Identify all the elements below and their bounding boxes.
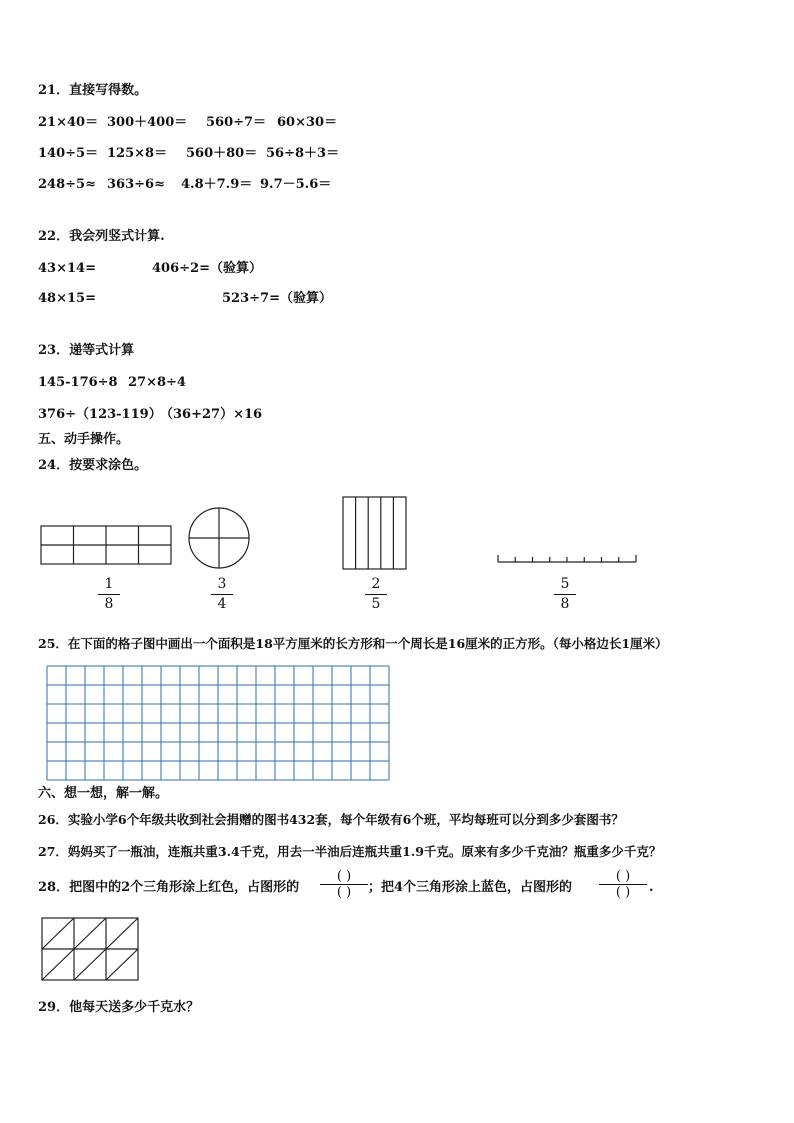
q23-item-1: 145-176÷8 [38, 375, 118, 390]
rectangle-eighths-figure[interactable] [41, 526, 171, 564]
fraction-label-2 [210, 577, 234, 612]
q21-r2-c1: 140÷5＝ [38, 146, 99, 161]
q28-triangle-figure[interactable] [40, 916, 140, 982]
q25-title: 25．在下面的格子图中画出一个面积是18平方厘米的长方形和一个周长是16厘米的正方形。（每小格边长1厘米） [38, 636, 668, 651]
section-6-heading: 六、想一想，解一解。 [38, 786, 169, 801]
fraction-3-denominator: 5 [371, 596, 381, 612]
q23-item-3: 376÷（123-119） [38, 407, 162, 422]
fraction-4-numerator: 5 [560, 576, 570, 592]
fraction-bar [98, 594, 120, 595]
fraction-bar [554, 594, 576, 595]
fraction-3-numerator: 2 [371, 576, 381, 592]
q22-item-1: 43×14= [38, 261, 96, 276]
fraction-label-3 [364, 577, 388, 612]
fraction-4-denominator: 8 [560, 596, 570, 612]
q21-r2-c2: 125×8＝ [107, 146, 168, 161]
rectangle-fifths-figure[interactable] [343, 497, 406, 569]
q21-r2-c3: 560＋80＝ [186, 146, 258, 161]
fraction-bar [365, 594, 387, 595]
blank-denominator: ( ) [615, 885, 631, 900]
fraction-bar [211, 594, 233, 595]
q23-item-2: 27×8÷4 [128, 375, 186, 390]
section-5-heading: 五、动手操作。 [38, 432, 130, 447]
q21-r3-c2: 363÷6≈ [107, 177, 165, 192]
q28-fraction-blank-1[interactable] [320, 870, 368, 899]
blank-numerator: ( ) [615, 869, 631, 884]
fraction-2-denominator: 4 [217, 596, 227, 612]
fraction-label-4 [553, 577, 577, 612]
q21-title: 21．直接写得数。 [38, 83, 148, 98]
fraction-1-denominator: 8 [104, 596, 114, 612]
q28-text-end: . [649, 880, 654, 895]
q22-item-3: 48×15= [38, 291, 96, 306]
fraction-label-1 [97, 577, 121, 612]
q21-r3-c4: 9.7－5.6＝ [260, 177, 332, 192]
q22-item-4: 523÷7=（验算） [222, 291, 332, 306]
fraction-2-numerator: 3 [217, 576, 227, 592]
q21-r1-c2: 300＋400＝ [107, 115, 188, 130]
q21-r1-c1: 21×40＝ [38, 115, 99, 130]
q23-title: 23．递等式计算 [38, 343, 135, 358]
q28-text-a: 28．把图中的2个三角形涂上红色，占图形的 [38, 880, 300, 895]
q21-r3-c1: 248÷5≈ [38, 177, 96, 192]
blank-denominator: ( ) [336, 885, 352, 900]
q29-text: 29．他每天送多少千克水？ [38, 1000, 200, 1015]
fraction-1-numerator: 1 [104, 576, 114, 592]
q21-r1-c4: 60×30＝ [277, 115, 338, 130]
q28-fraction-blank-2[interactable] [599, 870, 647, 899]
q27-text: 27．妈妈买了一瓶油，连瓶共重3.4千克，用去一半油后连瓶共重1.9千克。原来有多少千克油？瓶重多少千克？ [38, 844, 662, 859]
q21-r1-c3: 560÷7＝ [206, 115, 267, 130]
q22-item-2: 406÷2=（验算） [152, 261, 262, 276]
q26-text: 26．实验小学6个年级共收到社会捐赠的图书432套，每个年级有6个班，平均每班可以分到多少套图书？ [38, 812, 624, 827]
q28-text-b: ；把4个三角形涂上蓝色，占图形的 [368, 880, 573, 895]
q21-r3-c3: 4.8＋7.9＝ [181, 177, 253, 192]
q23-item-4: （36+27）×16 [160, 407, 263, 422]
q25-square-grid[interactable] [46, 665, 390, 783]
q21-r2-c4: 56÷8＋3＝ [266, 146, 340, 161]
q22-title: 22．我会列竖式计算. [38, 229, 165, 244]
q24-title: 24．按要求涂色。 [38, 458, 148, 473]
line-segment-eighths-figure[interactable] [498, 555, 636, 562]
circle-quarters-figure[interactable] [189, 508, 249, 568]
blank-numerator: ( ) [336, 869, 352, 884]
